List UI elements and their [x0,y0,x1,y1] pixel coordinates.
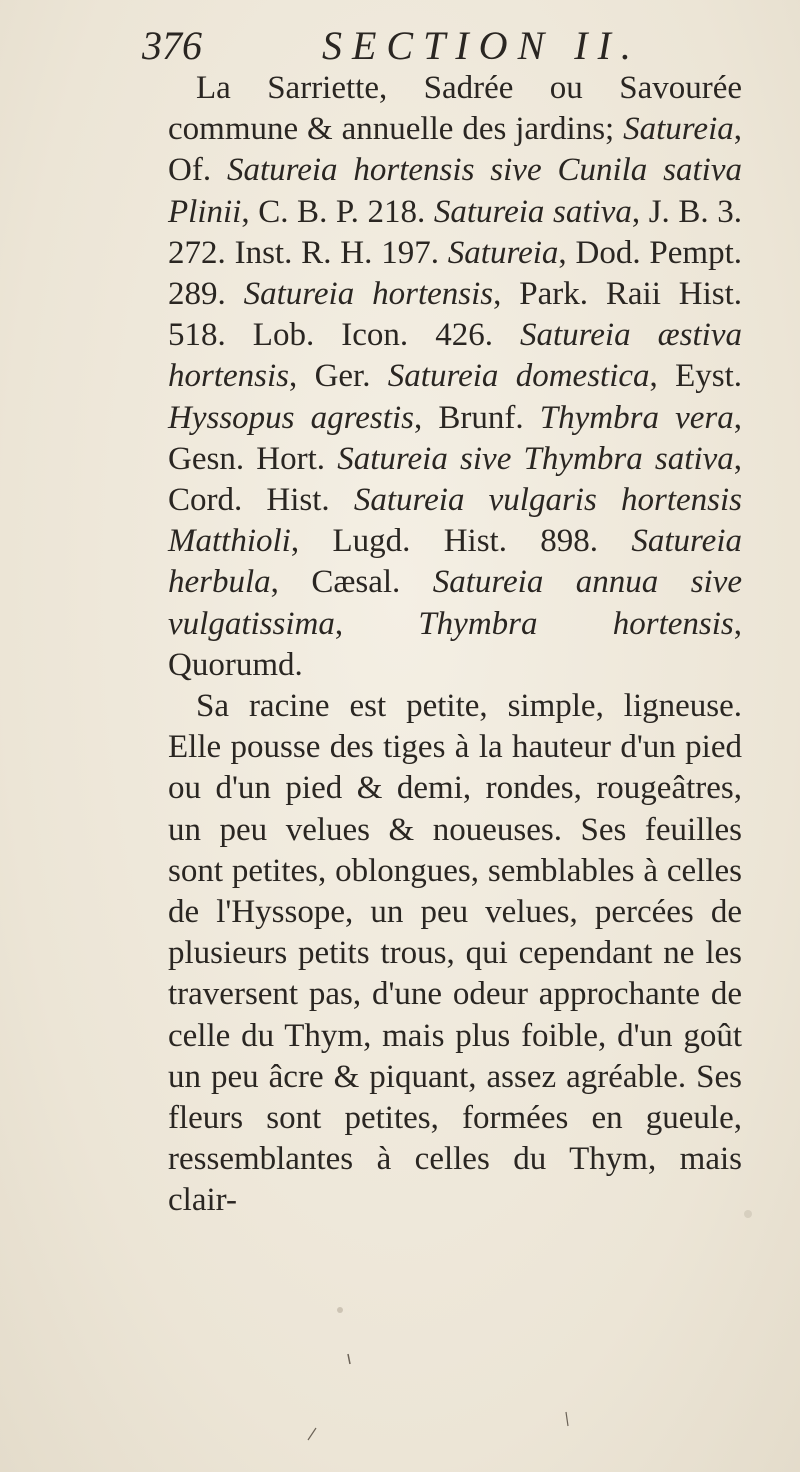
latin-name: Satureia sativa [433,193,632,230]
ink-speck [744,1210,752,1218]
text-segment: , J. B. 3. 272. Inst. R. H. 197. [168,193,742,271]
ink-stroke [566,1412,568,1426]
section-title: SECTION II. [322,23,641,68]
running-header [142,18,682,74]
text-segment: , Lugd. Hist. 898. [290,523,632,560]
latin-name: Satureia hortensis sive Cunila sativa Plinii [168,152,742,230]
text-segment: , C. B. P. 218. [241,193,434,230]
text-segment: , Park. Raii Hist. 518. Lob. Icon. 426. [168,276,742,354]
text-segment: , Brunf. [413,399,540,436]
page-body [168,68,742,1222]
paragraph-description: Sa racine est petite, simple, ligneuse. Elle pousse des tiges à la hauteur d'un pied ou d'un pied & demi, rondes, rougeâtres, un peu velues & noueuses. Ses feuilles sont petites, oblongues, semblables à celles de l'Hyssope, un peu velues, percées de plusieurs petits trous, qui cependant ne les traversent pas, d'une odeur approchante de celle du Thym, mais plus foible, d'un goût un peu âcre & piquant, assez agréable. Ses fleurs sont petites, formées en gueule, ressemblantes à celles du Thym, mais clair- [168,688,742,1219]
latin-name: Satureia domestica [387,358,650,395]
latin-name: Satureia sive Thymbra sativa [337,440,734,477]
text-segment: , [334,605,419,642]
latin-name: Hyssopus agrestis [168,399,414,436]
text-segment: , Dod. Pempt. 289. [168,234,743,313]
text-segment: , Ger. [289,358,388,395]
text-segment: , Of. [168,111,742,189]
text-segment: , Cæsal. [270,564,433,601]
latin-name: Satureia [447,234,559,271]
latin-name: Satureia [623,111,734,148]
latin-name: Satureia annua sive vulgatissima [168,564,742,642]
latin-name: Satureia æstiva hortensis [168,317,742,395]
paragraph-synonyms [168,68,742,686]
latin-name: Thymbra vera [539,399,734,436]
text-segment: , Eyst. [649,358,742,395]
text-segment: , Quorumd. [168,605,742,683]
page-number: 376 [142,23,202,68]
latin-name: Satureia herbula [168,523,742,601]
ink-speck [337,1307,343,1313]
latin-name: Satureia hortensis [243,276,494,313]
latin-name: Satureia vulgaris hortensis Matthioli [168,482,743,560]
text-segment: La Sarriette, Sadrée ou Savourée commune & annuelle des jardins; [168,70,742,148]
text-segment: , Cord. Hist. [168,440,743,519]
text-segment: , Gesn. Hort. [168,399,742,477]
ink-stroke [348,1354,350,1364]
ink-stroke [308,1428,316,1440]
latin-name: Thymbra hortensis [418,605,734,642]
